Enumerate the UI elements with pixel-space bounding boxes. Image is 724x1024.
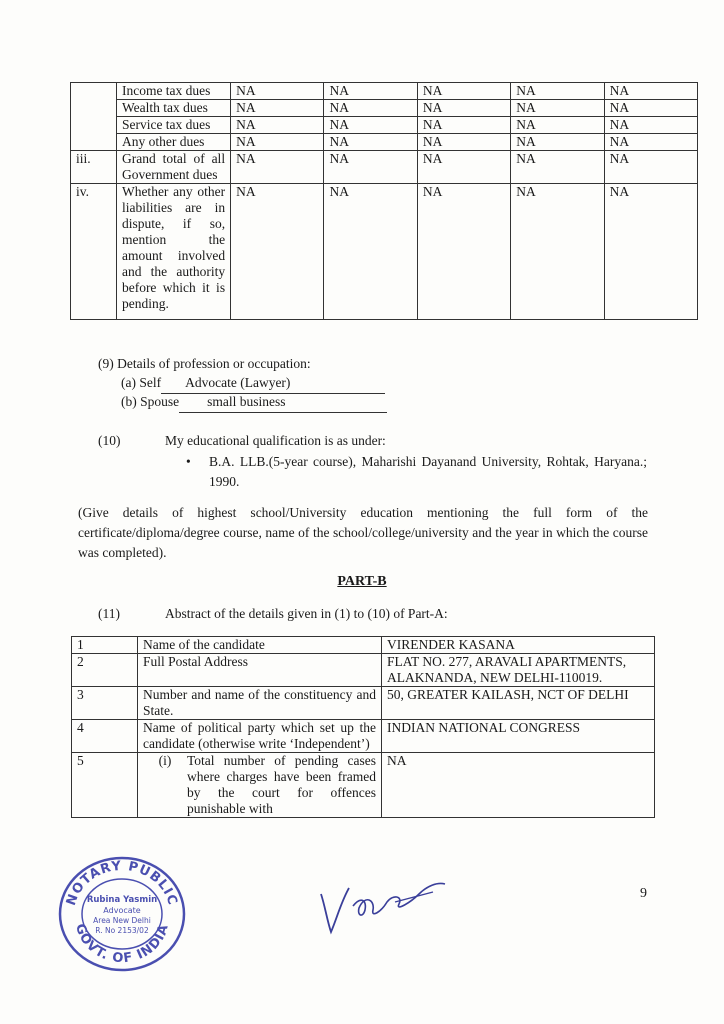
table-row — [72, 637, 655, 654]
row-number: iii. — [71, 151, 117, 184]
table-row — [71, 117, 698, 134]
cell-value: NA — [417, 134, 510, 151]
bullet-icon: • — [186, 454, 191, 469]
row-label: Service tax dues — [116, 117, 230, 134]
row-label: Wealth tax dues — [116, 100, 230, 117]
row-label — [138, 753, 382, 818]
cell-value: NA — [231, 117, 324, 134]
cell-value: NA — [604, 184, 697, 320]
cell-value: NA — [417, 117, 510, 134]
svg-text:Area New Delhi: Area New Delhi — [93, 916, 151, 925]
cell-value: NA — [604, 100, 697, 117]
svg-text:R. No 2153/02: R. No 2153/02 — [95, 926, 149, 935]
cell-value: NA — [417, 151, 510, 184]
row-number: 4 — [72, 720, 138, 753]
section-11-intro: Abstract of the details given in (1) to (10) of Part-A: — [165, 606, 448, 621]
cell-value: NA — [604, 134, 697, 151]
section-9-self — [121, 373, 385, 394]
svg-text:Advocate: Advocate — [103, 906, 141, 915]
row-number: 3 — [72, 687, 138, 720]
table-row — [71, 184, 698, 320]
svg-text:NOTARY PUBLIC: NOTARY PUBLIC — [63, 858, 181, 908]
section-9-title: (9) Details of profession or occupation: — [98, 356, 311, 371]
cell-value: NA — [324, 184, 417, 320]
row-label: Income tax dues — [116, 83, 230, 100]
table-row — [72, 720, 655, 753]
row-label: Any other dues — [116, 134, 230, 151]
sub-label: Total number of pending cases where charges have been framed by the court for offences punishable with — [187, 753, 376, 816]
cell-value: NA — [511, 100, 604, 117]
row-number: 5 — [72, 753, 138, 818]
sub-number: (i) — [158, 753, 172, 768]
row-label: Grand total of all Government dues — [116, 151, 230, 184]
cell-value: NA — [417, 100, 510, 117]
row-value: VIRENDER KASANA — [382, 637, 655, 654]
row-number: iv. — [71, 184, 117, 320]
self-label: (a) Self — [121, 375, 162, 390]
section-11-number: (11) — [98, 606, 120, 621]
government-dues-table — [70, 82, 698, 320]
section-9-spouse — [121, 392, 387, 413]
cell-value: NA — [604, 117, 697, 134]
row-number: 2 — [72, 654, 138, 687]
row-number: 1 — [72, 637, 138, 654]
spouse-value: small business — [179, 392, 387, 413]
cell-value: NA — [324, 117, 417, 134]
spouse-label: (b) Spouse — [121, 394, 180, 409]
row-label: Number and name of the constituency and State. — [138, 687, 382, 720]
cell-value: NA — [511, 151, 604, 184]
cell-value: NA — [231, 134, 324, 151]
part-b-heading: PART-B — [337, 574, 387, 589]
cell-value: NA — [511, 83, 604, 100]
section-10-title: My educational qualification is as under: — [165, 433, 386, 448]
table-row — [71, 134, 698, 151]
notary-stamp-icon — [54, 850, 190, 974]
cell-value: NA — [417, 184, 510, 320]
cell-value: NA — [231, 184, 324, 320]
row-value: NA — [382, 753, 655, 818]
cell-value: NA — [604, 151, 697, 184]
cell-value: NA — [324, 100, 417, 117]
self-value: Advocate (Lawyer) — [161, 373, 385, 394]
row-number — [71, 83, 117, 151]
table-row — [71, 151, 698, 184]
education-detail: B.A. LLB.(5-year course), Maharishi Dayanand University, Rohtak, Haryana.; 1990. — [209, 454, 647, 489]
abstract-table — [71, 636, 655, 818]
cell-value: NA — [231, 151, 324, 184]
table-row — [72, 654, 655, 687]
signature-icon — [315, 872, 455, 940]
cell-value: NA — [417, 83, 510, 100]
cell-value: NA — [231, 83, 324, 100]
cell-value: NA — [324, 151, 417, 184]
table-row — [72, 753, 655, 818]
row-value: 50, GREATER KAILASH, NCT OF DELHI — [382, 687, 655, 720]
table-row — [71, 83, 698, 100]
cell-value: NA — [511, 134, 604, 151]
cell-value: NA — [511, 117, 604, 134]
cell-value: NA — [231, 100, 324, 117]
row-label: Name of political party which set up the candidate (otherwise write ‘Independent’) — [138, 720, 382, 753]
svg-text:Rubina Yasmin: Rubina Yasmin — [86, 895, 158, 905]
row-label: Name of the candidate — [138, 637, 382, 654]
row-value: FLAT NO. 277, ARAVALI APARTMENTS, ALAKNANDA, NEW DELHI-110019. — [382, 654, 655, 687]
row-label: Whether any other liabilities are in dispute, if so, mention the amount involved and the authority before which it is pending. — [116, 184, 230, 320]
svg-text:GOVT. OF INDIA: GOVT. OF INDIA — [72, 922, 172, 967]
cell-value: NA — [604, 83, 697, 100]
row-label: Full Postal Address — [138, 654, 382, 687]
page-number: 9 — [640, 886, 647, 901]
row-value: INDIAN NATIONAL CONGRESS — [382, 720, 655, 753]
section-10-number: (10) — [98, 433, 121, 448]
table-row — [71, 100, 698, 117]
cell-value: NA — [324, 83, 417, 100]
table-row — [72, 687, 655, 720]
cell-value: NA — [511, 184, 604, 320]
cell-value: NA — [324, 134, 417, 151]
education-note: (Give details of highest school/University education mentioning the full form of the certificate/diploma/degree course, name of the school/college/university and the year in which the course was completed). — [78, 505, 648, 560]
